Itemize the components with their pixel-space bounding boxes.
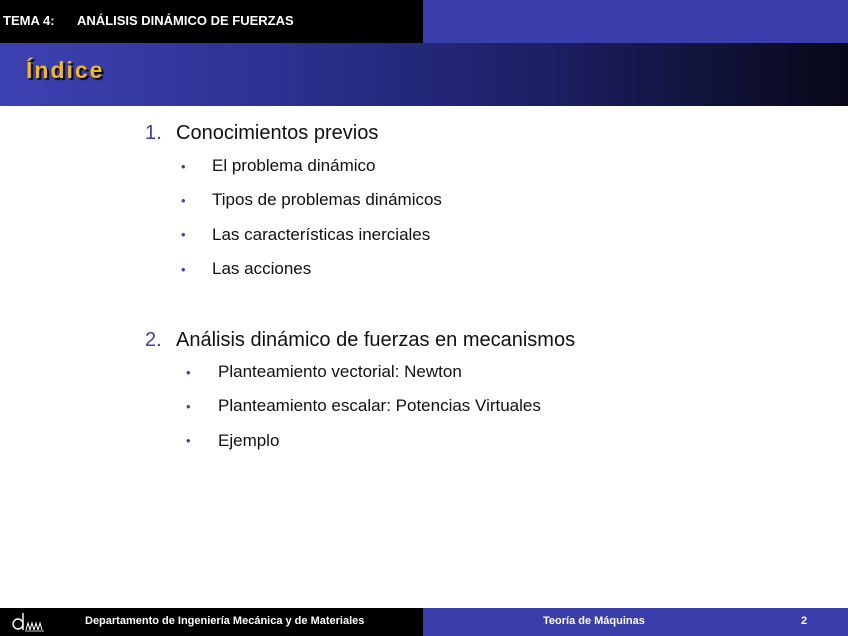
bullet-icon: • — [186, 433, 191, 449]
list-item — [145, 218, 442, 252]
list-item-text: Las características inerciales — [212, 224, 431, 244]
top-bar-right — [423, 0, 848, 43]
section-title: Análisis dinámico de fuerzas en mecanismos — [176, 329, 576, 351]
list-item-text: Planteamiento escalar: Potencias Virtuales — [218, 396, 541, 416]
list-item-text: Planteamiento vectorial: Newton — [218, 362, 462, 382]
section-number: 2. — [145, 329, 162, 351]
department-name: Departamento de Ingeniería Mecánica y de Materiales — [85, 615, 365, 627]
list-item — [145, 183, 442, 217]
top-bar-left — [0, 0, 423, 43]
section-title: Conocimientos previos — [176, 122, 379, 144]
slide-content — [0, 106, 848, 608]
section-heading — [145, 329, 575, 353]
section-number: 1. — [145, 122, 162, 144]
footer-bar — [0, 608, 848, 636]
list-item — [145, 149, 442, 183]
bullet-icon: • — [181, 158, 186, 174]
bullet-icon: • — [181, 192, 186, 208]
list-item — [145, 355, 575, 389]
footer-left — [0, 608, 423, 636]
list-item — [145, 252, 442, 286]
topic-title: ANÁLISIS DINÁMICO DE FUERZAS — [77, 13, 294, 28]
course-name: Teoría de Máquinas — [543, 615, 645, 627]
top-bar — [0, 0, 848, 43]
section-1 — [145, 122, 442, 286]
subitem-list — [145, 149, 442, 286]
bullet-icon: • — [186, 398, 191, 414]
bullet-icon: • — [181, 227, 186, 243]
title-bar — [0, 43, 848, 106]
slide-title: Índice — [26, 57, 105, 83]
department-logo-icon — [10, 610, 46, 634]
subitem-list — [145, 355, 575, 458]
list-item-text: Ejemplo — [218, 430, 280, 450]
bullet-icon: • — [186, 364, 191, 380]
topic-number: TEMA 4: — [3, 13, 55, 28]
list-item — [145, 389, 575, 423]
page-number: 2 — [801, 615, 808, 627]
list-item-text: Tipos de problemas dinámicos — [212, 190, 442, 210]
footer-right — [423, 608, 848, 636]
list-item-text: El problema dinámico — [212, 156, 376, 176]
list-item-text: Las acciones — [212, 259, 312, 279]
bullet-icon: • — [181, 261, 186, 277]
section-heading — [145, 122, 442, 146]
list-item — [145, 424, 575, 458]
section-2 — [145, 329, 575, 458]
topic-heading — [0, 13, 294, 28]
